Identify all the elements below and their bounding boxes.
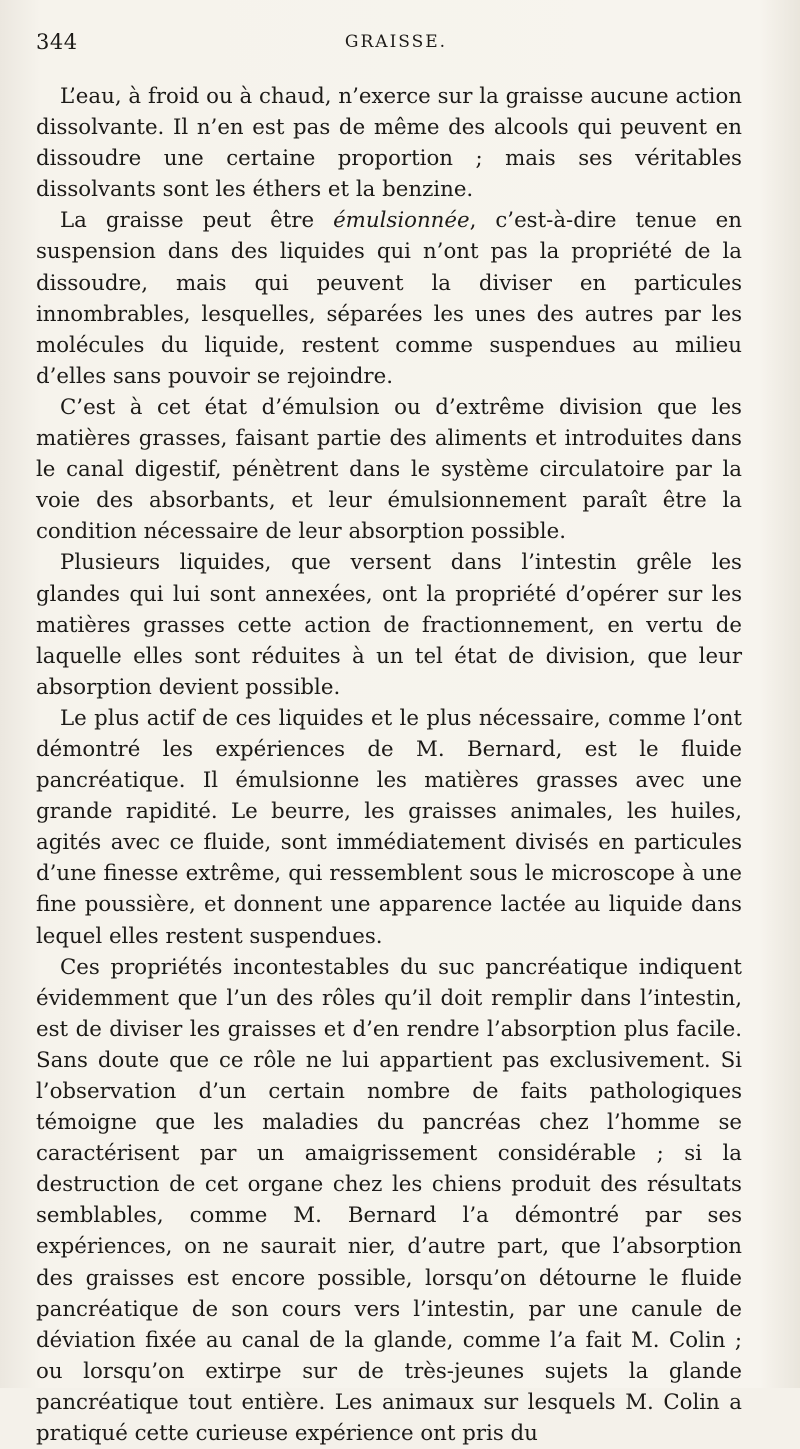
emphasized-term: émulsionnée	[333, 208, 470, 234]
paragraph: Le plus actif de ces liquides et le plus nécessaire, comme l’ont démontré les expériences de M. Bernard, est le fluide pancréatique. Il émulsionne les matières grasses avec une grande rapidité. Le beurre, les graisses animales, les huiles, agités avec ce fluide, sont immédiatement divisés en particules d’une finesse extrême, qui ressemblent sous le microscope à une fine poussière, et donnent une apparence lactée au liquide dans lequel elles restent suspendues.	[36, 705, 742, 949]
paragraph: L’eau, à froid ou à chaud, n’exerce sur la graisse aucune action dissolvante. Il n’en est pas de même des alcools qui peuvent en dissoudre une certaine proportion ; mais ses véritables dissolvants sont les éthers et la benzine.	[36, 84, 742, 203]
paragraph: C’est à cet état d’émulsion ou d’extrême division que les matières grasses, faisant partie des aliments et introduites dans le canal digestif, pénètrent dans le système circulatoire par la voie des absorbants, et leur émulsionnement paraît être la condition nécessaire de leur absorption possible.	[36, 394, 742, 545]
paragraph	[36, 205, 742, 392]
paragraph-text: , c’est-à-dire tenue en suspension dans des liquides qui n’ont pas la propriété de la dissoudre, mais qui peuvent la diviser en particules innombrables, lesquelles, séparées les unes des autres par les molécules du liquide, restent comme suspendues au milieu d’elles sans pouvoir se rejoindre.	[36, 208, 742, 389]
running-head: GRAISSE.	[344, 32, 448, 52]
page-number: 344	[36, 30, 78, 54]
paragraph: Ces propriétés incontestables du suc pancréatique indiquent évidemment que l’un des rôles qu’il doit remplir dans l’intestin, est de diviser les graisses et d’en rendre l’absorption plus facile. Sans doute que ce rôle ne lui appartient pas exclusivement. Si l’observation d’un certain nombre de faits pathologiques témoigne que les maladies du pancréas chez l’homme se caractérisent par un amaigrissement considérable ; si la destruction de cet organe chez les chiens produit des résultats semblables, comme M. Bernard l’a démontré par ses expériences, on ne saurait nier, d’autre part, que l’absorption des graisses est encore possible, lorsqu’on détourne le fluide pancréatique de son cours vers l’intestin, par une canule de déviation fixée au canal de la glande, comme l’a fait M. Colin ; ou lorsqu’on extirpe sur de très-jeunes sujets la glande pancréatique tout entière. Les animaux sur lesquels M. Colin a pratiqué cette curieuse expérience ont pris du	[36, 954, 742, 1447]
paragraph-text: La graisse peut être	[60, 208, 334, 234]
body-text	[36, 81, 742, 1449]
paragraph: Plusieurs liquides, que versent dans l’intestin grêle les glandes qui lui sont annexées, ont la propriété d’opérer sur les matières grasses cette action de fractionnement, en vertu de laquelle elles sont réduites à un tel état de division, que leur absorption devient possible.	[36, 550, 742, 700]
page-header	[36, 30, 756, 60]
